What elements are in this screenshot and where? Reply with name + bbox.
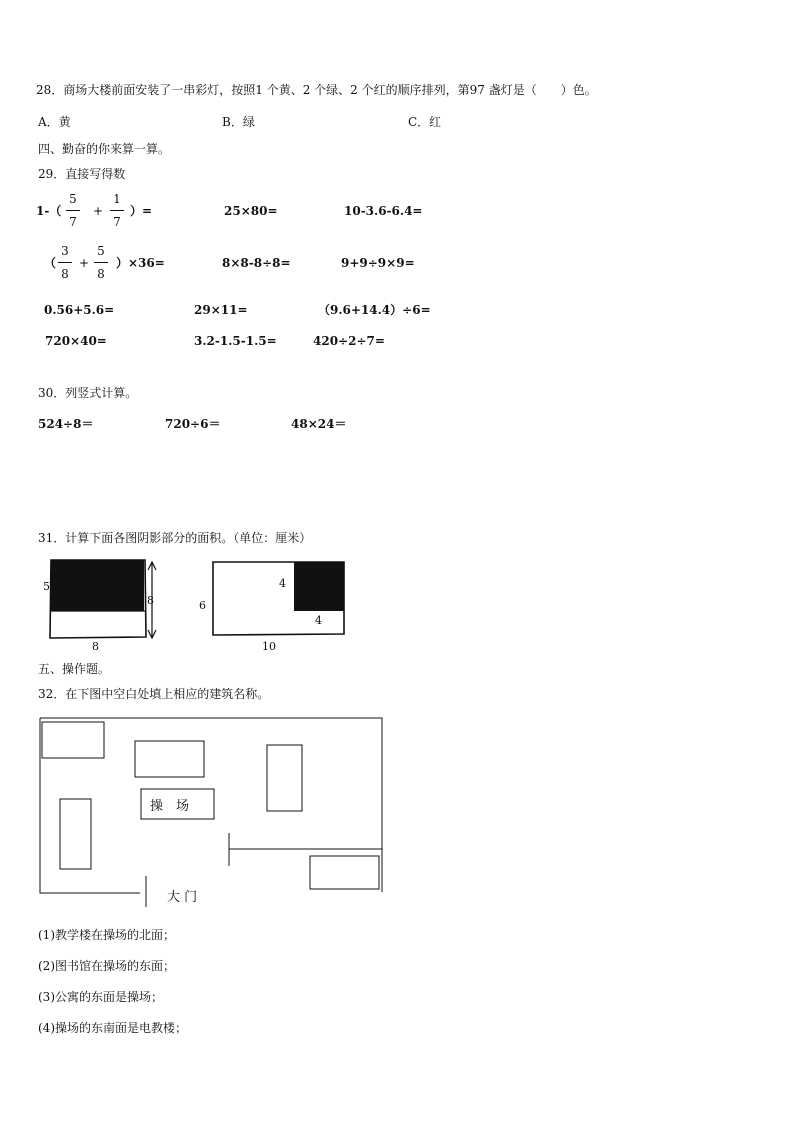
row2-prefix: （ bbox=[44, 256, 57, 270]
map-border-left-bottom bbox=[40, 718, 140, 893]
fig2-bottom-label: 10 bbox=[262, 640, 276, 653]
blank-building-box-east bbox=[267, 745, 302, 811]
blank-building-box-north bbox=[135, 741, 204, 777]
fig1-left-label: 5 bbox=[43, 580, 50, 593]
clue-1: (1)教学楼在操场的北面； bbox=[38, 928, 175, 942]
calc-420div2div7: 420÷2÷7= bbox=[313, 334, 385, 348]
fraction-numerator: 5 bbox=[97, 244, 105, 258]
calc-524div8: 524÷8＝ bbox=[38, 417, 94, 431]
calc-29x11: 29×11= bbox=[194, 303, 248, 317]
fraction-numerator: 3 bbox=[61, 244, 69, 258]
blank-building-box-southeast bbox=[310, 856, 379, 889]
question-28-text: 28．商场大楼前面安装了一串彩灯，按照1 个黄、2 个绿、2 个红的顺序排列，第97 盏灯是（ ）色。 bbox=[36, 83, 597, 97]
fraction-denominator: 8 bbox=[97, 267, 105, 281]
fraction-denominator: 7 bbox=[113, 215, 121, 229]
calc-48x24: 48×24＝ bbox=[291, 417, 347, 431]
calc-3.2-1.5-1.5: 3.2-1.5-1.5= bbox=[194, 334, 277, 348]
question-29-title: 29．直接写得数 bbox=[38, 167, 126, 181]
row2-suffix: ）×36= bbox=[116, 256, 165, 270]
plus-sign: + bbox=[93, 204, 104, 218]
calc-720div6: 720÷6＝ bbox=[165, 417, 221, 431]
calc-9+9div9x9: 9+9÷9×9= bbox=[341, 256, 415, 270]
question-30-title: 30．列竖式计算。 bbox=[38, 386, 138, 400]
calc-10-3.6-6.4: 10-3.6-6.4= bbox=[344, 204, 423, 218]
plus-sign: + bbox=[79, 256, 90, 270]
option-a: A．黄 bbox=[38, 115, 71, 129]
fig1-bottom-label: 8 bbox=[92, 640, 99, 653]
option-c: C．红 bbox=[408, 115, 442, 129]
fig2-left-label: 6 bbox=[199, 599, 206, 612]
clue-2: (2)图书馆在操场的东面； bbox=[38, 959, 175, 973]
fraction-denominator: 8 bbox=[61, 267, 69, 281]
calc-25x80: 25×80= bbox=[224, 204, 278, 218]
calc-720x40: 720×40= bbox=[45, 334, 107, 348]
calc-8x8-8div8: 8×8-8÷8= bbox=[222, 256, 291, 270]
calc-9.6+14.4-div6: （9.6+14.4）÷6= bbox=[318, 303, 431, 317]
calc-0.56+5.6: 0.56+5.6= bbox=[44, 303, 115, 317]
question-32-title: 32．在下图中空白处填上相应的建筑名称。 bbox=[38, 687, 270, 701]
fig2-inner-bottom-label: 4 bbox=[315, 614, 322, 627]
fraction-numerator: 5 bbox=[69, 192, 77, 206]
fig2-inner-top-label: 4 bbox=[279, 577, 286, 590]
question-31-title: 31．计算下面各图阴影部分的面积。（单位：厘米） bbox=[38, 531, 312, 545]
fraction-numerator: 1 bbox=[113, 192, 121, 206]
row1-suffix: ）= bbox=[130, 204, 153, 218]
blank-building-box-nw bbox=[42, 722, 104, 758]
fraction-denominator: 7 bbox=[69, 215, 77, 229]
playground-label: 操 场 bbox=[150, 799, 190, 814]
row1-prefix: 1-（ bbox=[36, 204, 62, 218]
section-4-title: 四、勤奋的你来算一算。 bbox=[38, 142, 171, 156]
option-b: B．绿 bbox=[222, 115, 255, 129]
section-5-title: 五、操作题。 bbox=[38, 662, 111, 676]
clue-4: (4)操场的东南面是电教楼； bbox=[38, 1021, 187, 1035]
clue-3: (3)公寓的东面是操场； bbox=[38, 990, 163, 1004]
fig1-right-label: 8 bbox=[147, 594, 154, 607]
gate-label: 大 门 bbox=[167, 890, 198, 905]
blank-building-box-west bbox=[60, 799, 91, 869]
